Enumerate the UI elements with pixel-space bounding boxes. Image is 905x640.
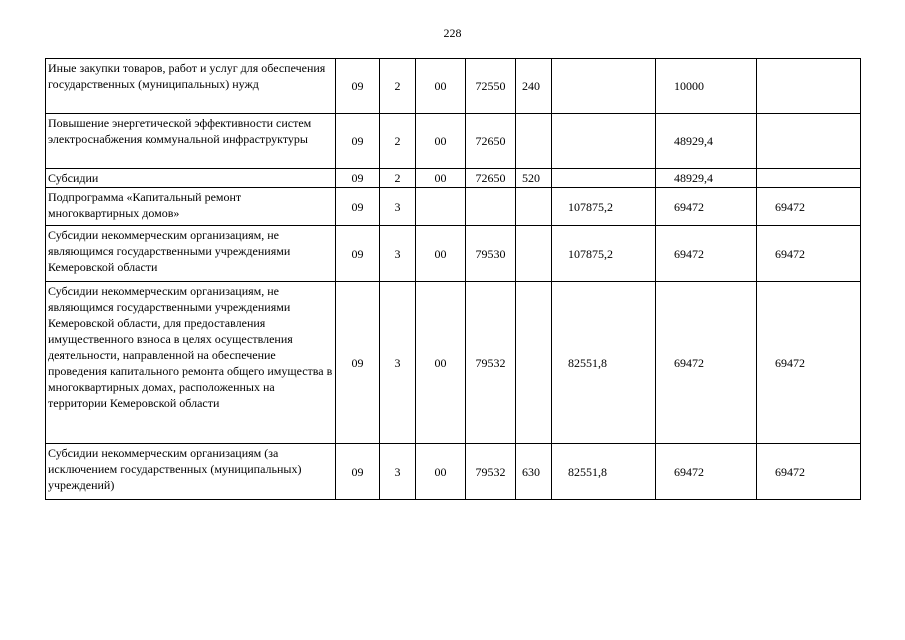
row-target-code: 72550 <box>466 59 516 114</box>
row-subsection: 3 <box>380 188 416 226</box>
row-target-prefix: 00 <box>416 444 466 500</box>
row-target-prefix <box>416 188 466 226</box>
table-row <box>46 282 861 444</box>
row-sum-2: 69472 <box>656 282 757 444</box>
row-sum-3: 69472 <box>757 282 861 444</box>
row-expense-type <box>516 114 552 169</box>
row-target-code: 79530 <box>466 226 516 282</box>
row-expense-type: 240 <box>516 59 552 114</box>
row-sum-3: 69472 <box>757 444 861 500</box>
row-sum-3: 69472 <box>757 188 861 226</box>
row-subsection: 3 <box>380 282 416 444</box>
row-target-code: 72650 <box>466 114 516 169</box>
row-name: Субсидии некоммерческим организациям (за исключением государственных (муниципальных) учреждений) <box>46 444 336 500</box>
row-section: 09 <box>336 226 380 282</box>
row-subsection: 3 <box>380 444 416 500</box>
row-name: Субсидии некоммерческим организациям, не являющимся государственными учреждениями Кемеровской области <box>46 226 336 282</box>
table-row <box>46 169 861 188</box>
row-name: Субсидии некоммерческим организациям, не являющимся государственными учреждениями Кемеровской области, для предоставления имущественного взноса в целях осуществления деятельности, направленной на обеспечение проведения капитального ремонта общего имущества в многоквартирных домах, расположенных на территории Кемеровской области <box>46 282 336 444</box>
row-expense-type: 520 <box>516 169 552 188</box>
row-section: 09 <box>336 188 380 226</box>
row-sum-3 <box>757 169 861 188</box>
row-sum-2: 69472 <box>656 188 757 226</box>
row-sum-2: 48929,4 <box>656 114 757 169</box>
row-name: Повышение энергетической эффективности систем электроснабжения коммунальной инфраструктуры <box>46 114 336 169</box>
row-subsection: 2 <box>380 59 416 114</box>
row-name: Субсидии <box>46 169 336 188</box>
row-sum-2: 48929,4 <box>656 169 757 188</box>
row-section: 09 <box>336 169 380 188</box>
row-target-code: 72650 <box>466 169 516 188</box>
row-subsection: 2 <box>380 169 416 188</box>
row-target-prefix: 00 <box>416 169 466 188</box>
row-target-code <box>466 188 516 226</box>
row-target-prefix: 00 <box>416 226 466 282</box>
page-number: 228 <box>443 26 462 40</box>
row-sum-3 <box>757 59 861 114</box>
table-row <box>46 188 861 226</box>
row-sum-2: 69472 <box>656 444 757 500</box>
row-sum-1 <box>552 59 656 114</box>
table-row <box>46 226 861 282</box>
row-section: 09 <box>336 114 380 169</box>
row-sum-2: 10000 <box>656 59 757 114</box>
table-row <box>46 114 861 169</box>
row-target-code: 79532 <box>466 444 516 500</box>
row-section: 09 <box>336 444 380 500</box>
budget-table <box>45 58 861 500</box>
row-expense-type <box>516 282 552 444</box>
row-expense-type <box>516 188 552 226</box>
row-sum-1: 107875,2 <box>552 226 656 282</box>
row-target-prefix: 00 <box>416 282 466 444</box>
row-name: Иные закупки товаров, работ и услуг для обеспечения государственных (муниципальных) нужд <box>46 59 336 114</box>
row-target-prefix: 00 <box>416 59 466 114</box>
row-sum-3 <box>757 114 861 169</box>
row-target-code: 79532 <box>466 282 516 444</box>
row-subsection: 3 <box>380 226 416 282</box>
row-subsection: 2 <box>380 114 416 169</box>
row-sum-1 <box>552 114 656 169</box>
row-sum-2: 69472 <box>656 226 757 282</box>
row-name: Подпрограмма «Капитальный ремонт многоквартирных домов» <box>46 188 336 226</box>
row-sum-1: 107875,2 <box>552 188 656 226</box>
row-sum-1 <box>552 169 656 188</box>
row-expense-type <box>516 226 552 282</box>
row-target-prefix: 00 <box>416 114 466 169</box>
row-sum-1: 82551,8 <box>552 444 656 500</box>
row-expense-type: 630 <box>516 444 552 500</box>
table-row <box>46 444 861 500</box>
row-sum-1: 82551,8 <box>552 282 656 444</box>
row-section: 09 <box>336 282 380 444</box>
row-section: 09 <box>336 59 380 114</box>
row-sum-3: 69472 <box>757 226 861 282</box>
table-row <box>46 59 861 114</box>
